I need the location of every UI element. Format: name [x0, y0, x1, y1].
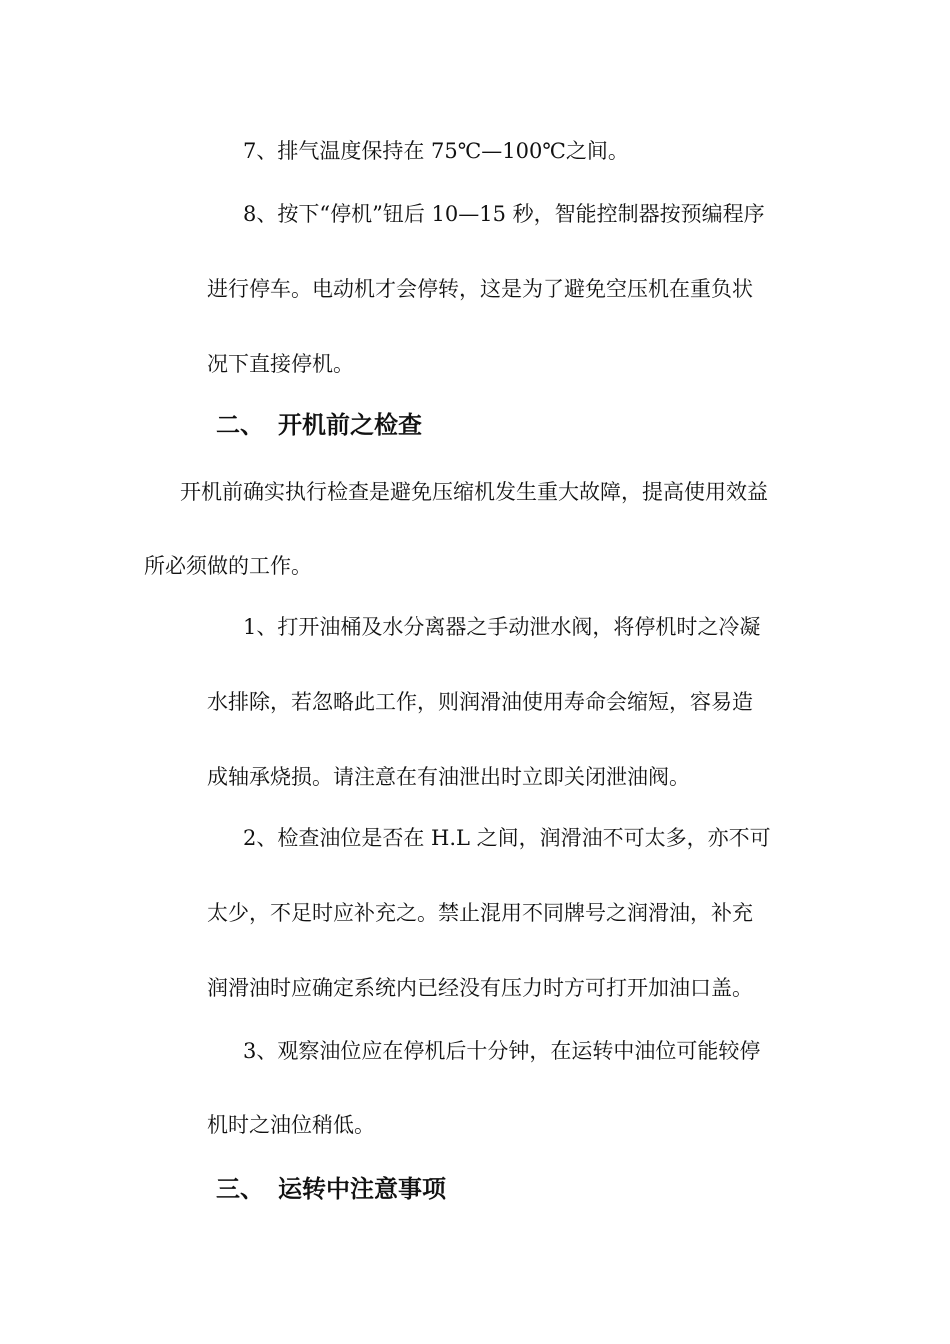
section-2-item-3-line-1: 3、观察油位应在停机后十分钟，在运转中油位可能较停 [243, 1039, 761, 1063]
section-2-item-2-line-2: 太少，不足时应补充之。禁止混用不同牌号之润滑油，补充 [207, 901, 753, 925]
section-2-number: 二、 [216, 411, 264, 439]
section-2-item-2-line-3: 润滑油时应确定系统内已经没有压力时方可打开加油口盖。 [207, 976, 753, 1000]
section-2-item-3-line-2: 机时之油位稍低。 [207, 1113, 375, 1137]
section-3-heading [216, 1173, 446, 1205]
section-2-intro-line-2: 所必须做的工作。 [144, 554, 312, 578]
item-8-line-3: 况下直接停机。 [207, 352, 354, 376]
section-2-item-1-line-2: 水排除，若忽略此工作，则润滑油使用寿命会缩短，容易造 [207, 690, 753, 714]
section-2-item-1-line-1: 1、打开油桶及水分离器之手动泄水阀，将停机时之冷凝 [243, 615, 761, 639]
section-3-number: 三、 [216, 1175, 264, 1203]
item-7-line-1: 7、排气温度保持在 75℃—100℃之间。 [243, 139, 629, 163]
section-2-heading [216, 409, 422, 441]
item-8-line-1: 8、按下“停机”钮后 10—15 秒，智能控制器按预编程序 [243, 202, 765, 226]
section-3-title: 运转中注意事项 [278, 1175, 446, 1203]
item-8-line-2: 进行停车。电动机才会停转，这是为了避免空压机在重负状 [207, 277, 753, 301]
section-2-title: 开机前之检查 [278, 411, 422, 439]
section-2-item-1-line-3: 成轴承烧损。请注意在有油泄出时立即关闭泄油阀。 [207, 765, 690, 789]
section-2-intro-line-1: 开机前确实执行检查是避免压缩机发生重大故障，提高使用效益 [180, 480, 768, 504]
section-2-item-2-line-1: 2、检查油位是否在 H.L 之间，润滑油不可太多，亦不可 [243, 826, 771, 850]
